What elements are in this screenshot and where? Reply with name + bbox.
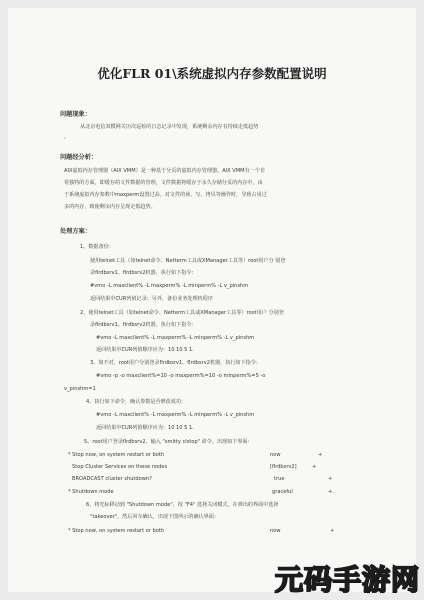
step-line: 4、执行如下命令，确认参数是否修改成功： — [86, 399, 187, 405]
paragraph-line: 。 — [64, 134, 70, 140]
smit-field-value: graceful — [272, 489, 293, 495]
step-line: 返回结果中CUR列值顺序应为：10 10 5 1. — [96, 425, 194, 431]
step-line: 1、数据备份： — [80, 244, 114, 250]
smit-field-label: * Stop now, on system restart or both — [68, 452, 165, 458]
step-line: 录flrdbsrv1、flrdbsrv2机器，执行如下指令： — [90, 270, 197, 276]
smit-field-marker: +. — [328, 489, 334, 495]
smit-field-value: true — [274, 476, 285, 482]
smit-field-marker: + — [328, 476, 333, 482]
paragraph-line: 从北京电信双模网关历次巡检的日志记录中发现，系统剩余内存有持续走低趋势 — [80, 124, 259, 130]
smit-field-label: * Stop now, on system restart or both — [68, 528, 165, 534]
paragraph-line: 于系统虚拟内存参数中maxperm设置过高，对文件的读、写、拷贝等操作时，导致占用过 — [64, 192, 267, 198]
command-line: #vmo -L maxclient% -L maxperm% -L minperm% -L v_pinshm — [90, 283, 249, 289]
smit-field-label: * Shutdown mode — [68, 489, 114, 495]
step-line: 5、root用户登录flrdbsrv2，输入 "smitty clstop" 命令，出现如下界面： — [84, 439, 253, 445]
step-line: 6、将光标移动到 "Shutdown mode"，按 "F4" 选择关闭模式，在弹出的界面中选择 — [86, 502, 279, 508]
watermark-logo: 元码手游网 — [274, 563, 420, 596]
paragraph-line: 多的内存，致使剩余内存呈现走低趋势。 — [64, 204, 156, 210]
command-line: #vmo -L maxclient% -L maxperm% -L minperm% -L v_pinshm — [96, 335, 255, 341]
smit-field-value: now — [270, 452, 281, 458]
document-page — [8, 8, 416, 592]
step-line: 2、使用telnet工具（如telnet命令、Netterm工具或XManager工具等）root用户 分别登 — [80, 310, 284, 316]
step-line: 录flrdbsrv1、flrdbsrv2机器，执行如下指令： — [90, 322, 197, 328]
step-line: 返回结果中CUR列值顺序应为：10 10 5 1. — [96, 347, 194, 353]
step-line: 使用telnet工具（如telnet命令、Netterm工具或XManager工具等）root用户分 别登 — [90, 258, 286, 264]
page-title: 优化FLR 01\系统虚拟内存参数配置说明 — [97, 66, 327, 81]
paragraph-line: 常独特的方面，即缓存的文件数据的管理，文件数据将缓存于永久存储分页的内存中。由 — [64, 180, 263, 186]
smit-field-value: [flrdbsrv2] — [270, 464, 297, 470]
command-line: v_pinshm=1 — [64, 386, 96, 392]
command-line: #vmo -p -o maxclient%=10 -o maxperm%=10 -o minperm%=5 -o — [96, 373, 266, 379]
paragraph-line: AIX虚拟内存管理器（AIX VMM）是一种基于分页的虚拟内存管理器，AIX VMM有一个非 — [64, 168, 265, 174]
smit-field-value: now — [270, 528, 281, 534]
smit-field-label: Stop Cluster Services on these nodes — [72, 464, 168, 470]
section-heading-phenomenon: 问题现象： — [60, 111, 91, 118]
step-line: 返回结果中CUR列值记录：另外，备份业务处理机程序 — [90, 296, 213, 302]
step-line: "takeover"，然后回车确认，出现下图所示的确认界面： — [90, 514, 219, 520]
smit-field-marker: + — [312, 464, 317, 470]
smit-field-marker: + — [318, 452, 323, 458]
section-heading-analysis: 问题经分析： — [60, 154, 98, 161]
command-line: #vmo -L maxclient% -L maxperm% -L minperm% -L v_pinshm — [96, 412, 255, 418]
section-heading-solution: 处理方案： — [60, 228, 91, 235]
smit-field-label: BROADCAST cluster shutdown? — [72, 476, 152, 482]
smit-field-marker: + — [330, 528, 335, 534]
step-line: 3、如不对，root用户分别登录flrdbsrv1、flrdbsrv2机器，执行如下指令： — [90, 360, 261, 366]
